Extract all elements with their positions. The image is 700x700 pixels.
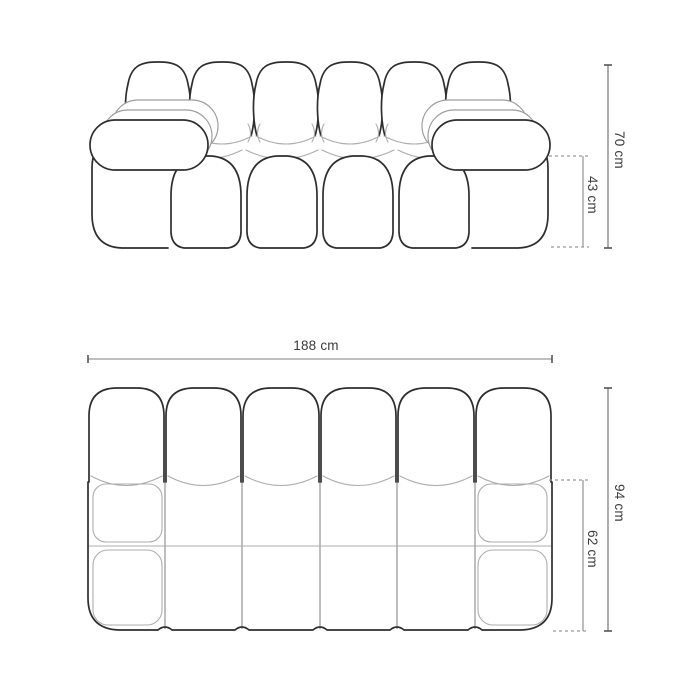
front-right-armrest: [422, 100, 550, 170]
total-depth-label: 94 cm: [612, 484, 627, 522]
total-width-label: 188 cm: [293, 338, 339, 353]
top-backrest-row: [89, 388, 551, 482]
front-left-armrest: [90, 100, 218, 170]
seat-depth-label: 62 cm: [585, 530, 600, 568]
seat-height-label: 43 cm: [585, 176, 600, 214]
sofa-top-view: [88, 388, 552, 630]
total-width-dimension: [88, 355, 552, 363]
front-seat-cushions: [171, 156, 469, 248]
sofa-front-view: [90, 62, 550, 248]
seat-height-dimension: [549, 156, 589, 247]
total-depth-dimension: [604, 388, 612, 631]
total-height-label: 70 cm: [612, 131, 627, 169]
total-height-dimension: [604, 65, 612, 248]
seat-depth-dimension: [549, 480, 589, 631]
